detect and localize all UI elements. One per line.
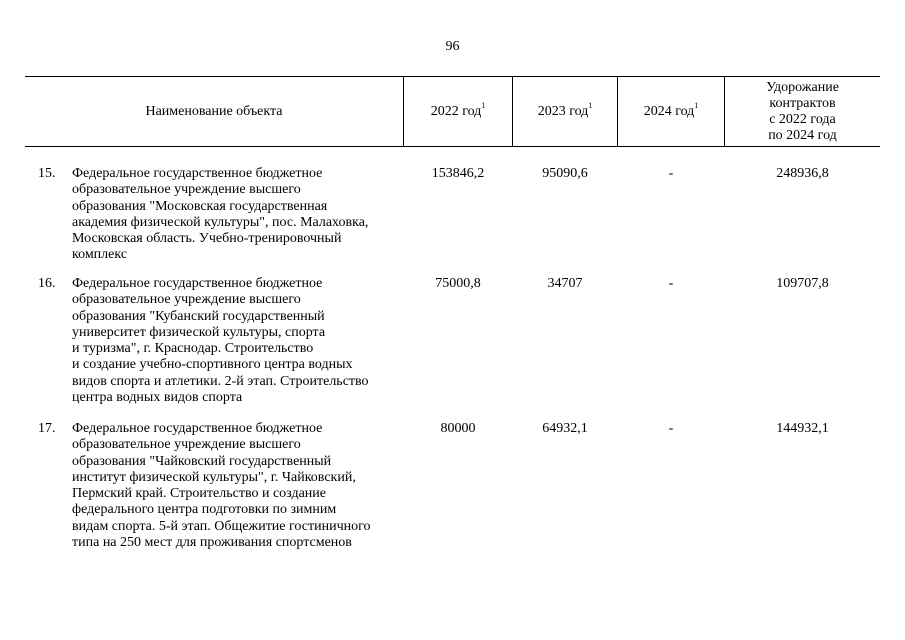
header-name: Наименование объекта — [145, 103, 283, 119]
value-2023: 95090,6 — [542, 166, 588, 181]
value-2024: - — [668, 166, 674, 181]
table-header — [25, 76, 880, 147]
value-2024: - — [668, 276, 674, 291]
value-2023: 34707 — [547, 276, 583, 291]
object-name: Федеральное государственное бюджетное образовательное учреждение высшего образования "Чайковский государственный институт физической культуры", г. Чайковский, Пермский край. Строительство и создание федерального центра подготовки по зимним видам спорта. 5-й этап. Общежитие гостиничного типа на 250 мест для проживания спортсменов — [72, 421, 371, 551]
value-2022: 75000,8 — [435, 276, 481, 291]
value-increase: 144932,1 — [776, 421, 829, 436]
footnote-marker: 1 — [588, 100, 593, 110]
header-2024: 2024 год $^1$ — [618, 77, 724, 146]
value-increase: 248936,8 — [776, 166, 829, 181]
value-increase: 109707,8 — [776, 276, 829, 291]
row-number: 17. — [38, 421, 56, 436]
row-number: 15. — [38, 166, 56, 181]
value-2024: - — [668, 421, 674, 436]
header-2023: 2023 год $^1$ — [513, 77, 617, 146]
footnote-marker: 1 — [481, 100, 486, 110]
header-2022: 2022 год $^1$ — [404, 77, 512, 146]
row-number: 16. — [38, 276, 56, 291]
object-name: Федеральное государственное бюджетное образовательное учреждение высшего образования "Кубанский государственный университет физической культуры, спорта и туризма", г. Краснодар. Строительство и создание учебно-спортивного центра водных видов спорта и атлетики. 2-й этап. Строительство центра водных видов спорта — [72, 276, 369, 406]
object-name: Федеральное государственное бюджетное образовательное учреждение высшего образования "Московская государственная академия физической культуры", пос. Малаховка, Московская область. Учебно-тренировочный комплекс — [72, 166, 369, 263]
value-2022: 80000 — [440, 421, 476, 436]
page-number: 96 — [445, 39, 460, 54]
value-2023: 64932,1 — [542, 421, 588, 436]
value-2022: 153846,2 — [431, 166, 485, 181]
header-increase: Удорожание контрактов с 2022 года по 2024 год — [766, 79, 839, 143]
footnote-marker: 1 — [694, 100, 699, 110]
